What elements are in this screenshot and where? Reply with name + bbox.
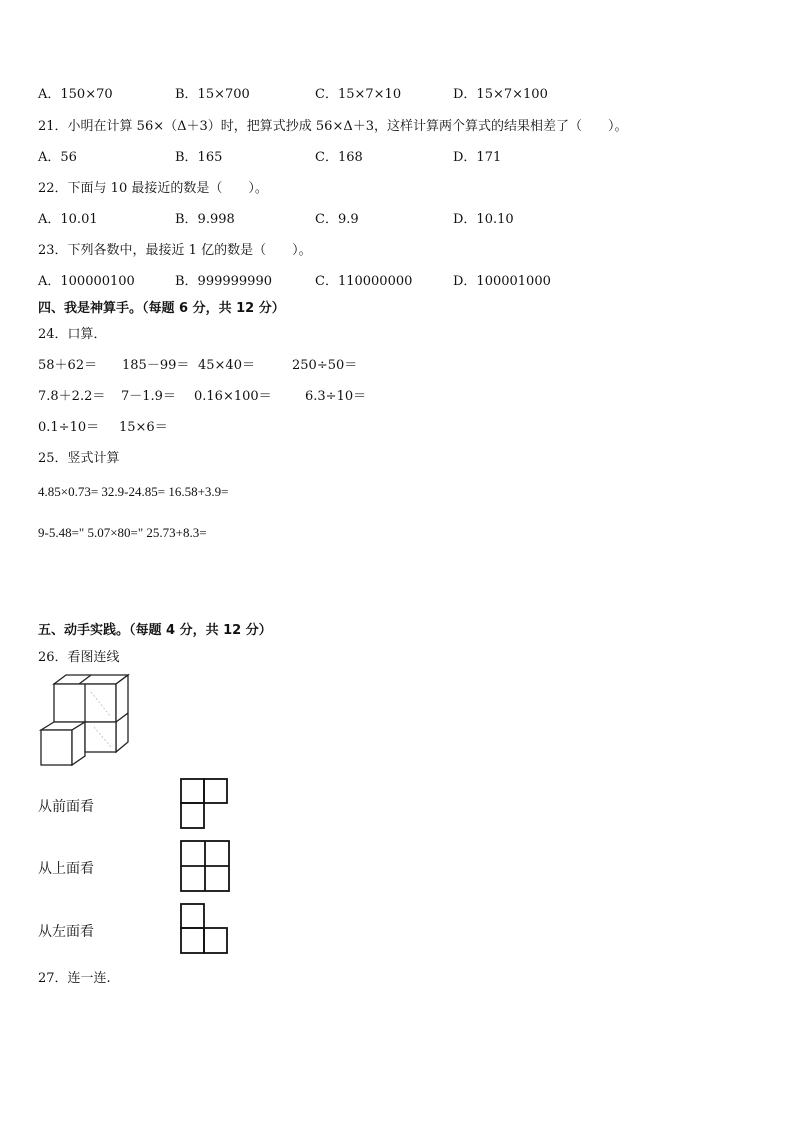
option-c: C．168 xyxy=(315,150,363,165)
option-b: B．15×700 xyxy=(175,87,250,102)
option-c: C．15×7×10 xyxy=(315,87,402,102)
option-a: A．150×70 xyxy=(38,87,113,102)
option-c: C．9.9 xyxy=(315,212,359,227)
top-view-grid[interactable] xyxy=(180,840,232,894)
option-b: B．999999990 xyxy=(175,274,272,289)
view-label-left: 从左面看 xyxy=(38,924,94,940)
question-24-stem: 24．口算． xyxy=(38,327,107,342)
calc-item: 6.3÷10＝ xyxy=(305,389,367,404)
option-d: D．10.10 xyxy=(453,212,514,227)
cube-stack-figure xyxy=(36,672,136,772)
calc-item: 7.8＋2.2＝ xyxy=(38,389,106,404)
view-label-front: 从前面看 xyxy=(38,799,94,815)
question-27-stem: 27．连一连. xyxy=(38,971,111,986)
option-d: D．100001000 xyxy=(453,274,551,289)
option-a: A．100000100 xyxy=(38,274,135,289)
option-a: A．56 xyxy=(38,150,77,165)
calc-item: 7－1.9＝ xyxy=(121,389,176,404)
calc-item: 250÷50＝ xyxy=(292,358,358,373)
section-4-title: 四、我是神算手。（每题 6 分，共 12 分） xyxy=(38,301,285,316)
option-b: B．165 xyxy=(175,150,223,165)
question-25-stem: 25．竖式计算 xyxy=(38,451,120,466)
question-23-stem: 23．下列各数中，最接近 1 亿的数是（ ）。 xyxy=(38,243,312,258)
option-d: D．15×7×100 xyxy=(453,87,548,102)
vertical-calc-line-1: 4.85×0.73= 32.9-24.85= 16.58+3.9= xyxy=(38,484,229,499)
option-c: C．110000000 xyxy=(315,274,413,289)
calc-item: 0.1÷10＝ xyxy=(38,420,100,435)
left-view-grid[interactable] xyxy=(180,903,230,955)
option-d: D．171 xyxy=(453,150,502,165)
vertical-calc-line-2: 9-5.48=" 5.07×80=" 25.73+8.3= xyxy=(38,525,207,540)
calc-item: 45×40＝ xyxy=(198,358,255,373)
front-view-grid[interactable] xyxy=(180,778,230,830)
question-21-stem: 21．小明在计算 56×（Δ＋3）时，把算式抄成 56×Δ＋3，这样计算两个算式的结果相差了（ ）。 xyxy=(38,119,628,134)
calc-item: 15×6＝ xyxy=(119,420,168,435)
section-5-title: 五、动手实践。（每题 4 分，共 12 分） xyxy=(38,623,272,638)
option-a: A．10.01 xyxy=(38,212,98,227)
view-label-top: 从上面看 xyxy=(38,861,94,877)
option-b: B．9.998 xyxy=(175,212,235,227)
question-22-stem: 22．下面与 10 最接近的数是（ ）。 xyxy=(38,181,268,196)
calc-item: 0.16×100＝ xyxy=(194,389,272,404)
calc-item: 58＋62＝ xyxy=(38,358,98,373)
calc-item: 185－99＝ xyxy=(122,358,190,373)
question-26-stem: 26．看图连线 xyxy=(38,650,120,665)
